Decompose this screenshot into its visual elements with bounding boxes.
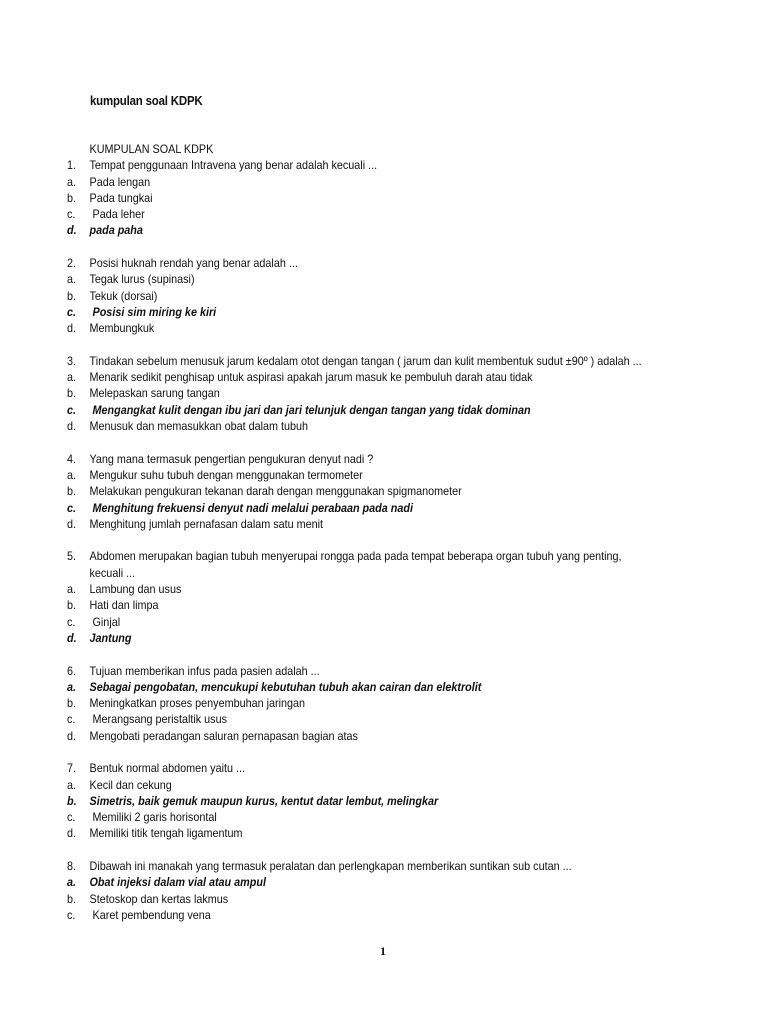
option-text: Karet pembendung vena (89, 907, 211, 922)
option-letter: c. (67, 907, 76, 922)
question-text: Abdomen merupakan bagian tubuh menyerupai rongga pada pada tempat beberapa organ tubuh yang penting, kecuali ... (89, 549, 622, 580)
option-text: Obat injeksi dalam vial atau ampul (89, 875, 266, 890)
option-text: Menghitung jumlah pernafasan dalam satu menit (89, 516, 324, 531)
option-row (67, 891, 706, 907)
option-row (67, 288, 706, 304)
option-letter: c. (67, 810, 76, 825)
option-letter: b. (67, 793, 77, 808)
option-text: Membungkuk (89, 321, 155, 336)
option-letter: d. (67, 419, 77, 434)
answer-option (67, 500, 706, 516)
option-text: Pada leher (89, 207, 145, 222)
option-row (67, 907, 706, 923)
option-text: Ginjal (89, 614, 121, 629)
option-row (67, 467, 706, 483)
option-text: Tekuk (dorsai) (89, 288, 158, 303)
option-text: Lambung dan usus (89, 582, 182, 597)
option-letter: d. (67, 223, 77, 238)
option-text: Menarik sedikit penghisap untuk aspirasi apakah jarum masuk ke pembuluh darah atau tidak (89, 370, 533, 385)
option-row (67, 483, 706, 499)
option-text: Stetoskop dan kertas lakmus (89, 891, 229, 906)
option-text: Simetris, baik gemuk maupun kurus, kentut datar lembut, melingkar (89, 793, 439, 808)
option-text: Memiliki titik tengah ligamentum (89, 826, 243, 841)
option-row (67, 695, 706, 711)
option-row (67, 174, 706, 190)
option-letter: c. (67, 304, 77, 319)
answer-option (67, 874, 706, 890)
option-text: Kecil dan cekung (89, 777, 172, 792)
option-letter: c. (67, 614, 76, 629)
question-number: 1. (67, 158, 77, 173)
question-number: 6. (67, 663, 77, 678)
option-letter: d. (67, 321, 77, 336)
question-row (67, 157, 706, 173)
question-number: 7. (67, 761, 77, 776)
option-text: Memiliki 2 garis horisontal (89, 810, 217, 825)
question-number: 4. (67, 451, 77, 466)
question-text: Dibawah ini manakah yang termasuk peralatan dan perlengkapan memberikan suntikan sub cutan ... (89, 859, 572, 874)
option-letter: d. (67, 728, 77, 743)
answer-option (67, 402, 706, 418)
question-number: 2. (67, 256, 77, 271)
option-letter: a. (67, 679, 77, 694)
option-text: Melakukan pengukuran tekanan darah dengan menggunakan spigmanometer (89, 484, 462, 499)
option-letter: c. (67, 402, 77, 417)
option-letter: a. (67, 272, 77, 287)
answer-option (67, 222, 706, 238)
question-number: 8. (67, 859, 77, 874)
answer-option (67, 304, 706, 320)
answer-option (67, 679, 706, 695)
option-row (67, 728, 706, 744)
option-letter: b. (67, 386, 77, 401)
question-text: Posisi huknah rendah yang benar adalah ... (89, 256, 298, 271)
question-block (67, 451, 706, 532)
question-block (67, 255, 706, 336)
question-text: Bentuk normal abdomen yaitu ... (89, 761, 245, 776)
option-letter: a. (67, 875, 77, 890)
option-letter: b. (67, 288, 77, 303)
option-text: Merangsang peristaltik usus (89, 712, 227, 727)
question-row (67, 760, 706, 776)
option-text: Posisi sim miring ke kiri (89, 304, 217, 319)
option-text: Mengukur suhu tubuh dengan menggunakan termometer (89, 467, 363, 482)
option-letter: a. (67, 370, 77, 385)
option-row (67, 369, 706, 385)
question-number: 5. (67, 549, 77, 564)
option-text: Menusuk dan memasukkan obat dalam tubuh (89, 419, 309, 434)
option-text: Mengangkat kulit dengan ibu jari dan jari telunjuk dengan tangan yang tidak dominan (89, 402, 531, 417)
option-letter: c. (67, 712, 76, 727)
option-row (67, 809, 706, 825)
option-text: Jantung (89, 630, 132, 645)
question-text: Tempat penggunaan Intravena yang benar adalah kecuali ... (89, 158, 378, 173)
question-block (67, 548, 706, 646)
option-letter: a. (67, 777, 77, 792)
option-row (67, 271, 706, 287)
option-text: Pada tungkai (89, 190, 153, 205)
option-row (67, 711, 706, 727)
option-letter: a. (67, 174, 77, 189)
option-text: pada paha (89, 223, 143, 238)
question-row (67, 663, 706, 679)
answer-option (67, 793, 706, 809)
question-row (67, 858, 706, 874)
option-text: Mengobati peradangan saluran pernapasan bagian atas (89, 728, 358, 743)
option-row (67, 614, 706, 630)
option-letter: d. (67, 630, 77, 645)
question-text: Tujuan memberikan infus pada pasien adalah ... (89, 663, 320, 678)
option-letter: a. (67, 467, 77, 482)
option-row (67, 597, 706, 613)
question-row (67, 353, 706, 369)
question-text: Tindakan sebelum menusuk jarum kedalam otot dengan tangan ( jarum dan kulit membentuk sudut ±90º ) adalah ... (89, 353, 642, 368)
option-letter: c. (67, 500, 77, 515)
option-letter: b. (67, 190, 77, 205)
option-text: Meningkatkan proses penyembuhan jaringan (89, 696, 306, 711)
option-text: Menghitung frekuensi denyut nadi melalui perabaan pada nadi (89, 500, 413, 515)
option-letter: b. (67, 484, 77, 499)
question-list (67, 157, 706, 923)
option-text: Sebagai pengobatan, mencukupi kebutuhan tubuh akan cairan dan elektrolit (89, 679, 482, 694)
answer-option (67, 630, 706, 646)
question-text: Yang mana termasuk pengertian pengukuran denyut nadi ? (89, 451, 374, 466)
option-text: Tegak lurus (supinasi) (89, 272, 195, 287)
option-letter: a. (67, 582, 77, 597)
option-letter: c. (67, 207, 76, 222)
question-row (67, 255, 706, 271)
option-row (67, 385, 706, 401)
question-block (67, 858, 706, 923)
question-block (67, 760, 706, 841)
question-block (67, 353, 706, 434)
question-block (67, 157, 706, 238)
option-row (67, 825, 706, 841)
option-text: Hati dan limpa (89, 598, 159, 613)
option-row (67, 418, 706, 434)
section-heading: KUMPULAN SOAL KDPK (89, 142, 214, 156)
question-block (67, 663, 706, 744)
option-row (67, 190, 706, 206)
option-row (67, 320, 706, 336)
option-letter: b. (67, 696, 77, 711)
option-row (67, 777, 706, 793)
question-number: 3. (67, 353, 77, 368)
option-letter: b. (67, 891, 77, 906)
document-title: kumpulan soal KDPK (90, 93, 203, 108)
option-letter: d. (67, 516, 77, 531)
option-text: Pada lengan (89, 174, 151, 189)
option-letter: d. (67, 826, 77, 841)
document-body (67, 141, 707, 923)
page-number: 1 (380, 944, 386, 958)
option-letter: b. (67, 598, 77, 613)
option-row (67, 206, 706, 222)
question-row (67, 548, 706, 581)
question-row (67, 451, 706, 467)
option-row (67, 581, 706, 597)
option-row (67, 516, 706, 532)
option-text: Melepaskan sarung tangan (89, 386, 220, 401)
